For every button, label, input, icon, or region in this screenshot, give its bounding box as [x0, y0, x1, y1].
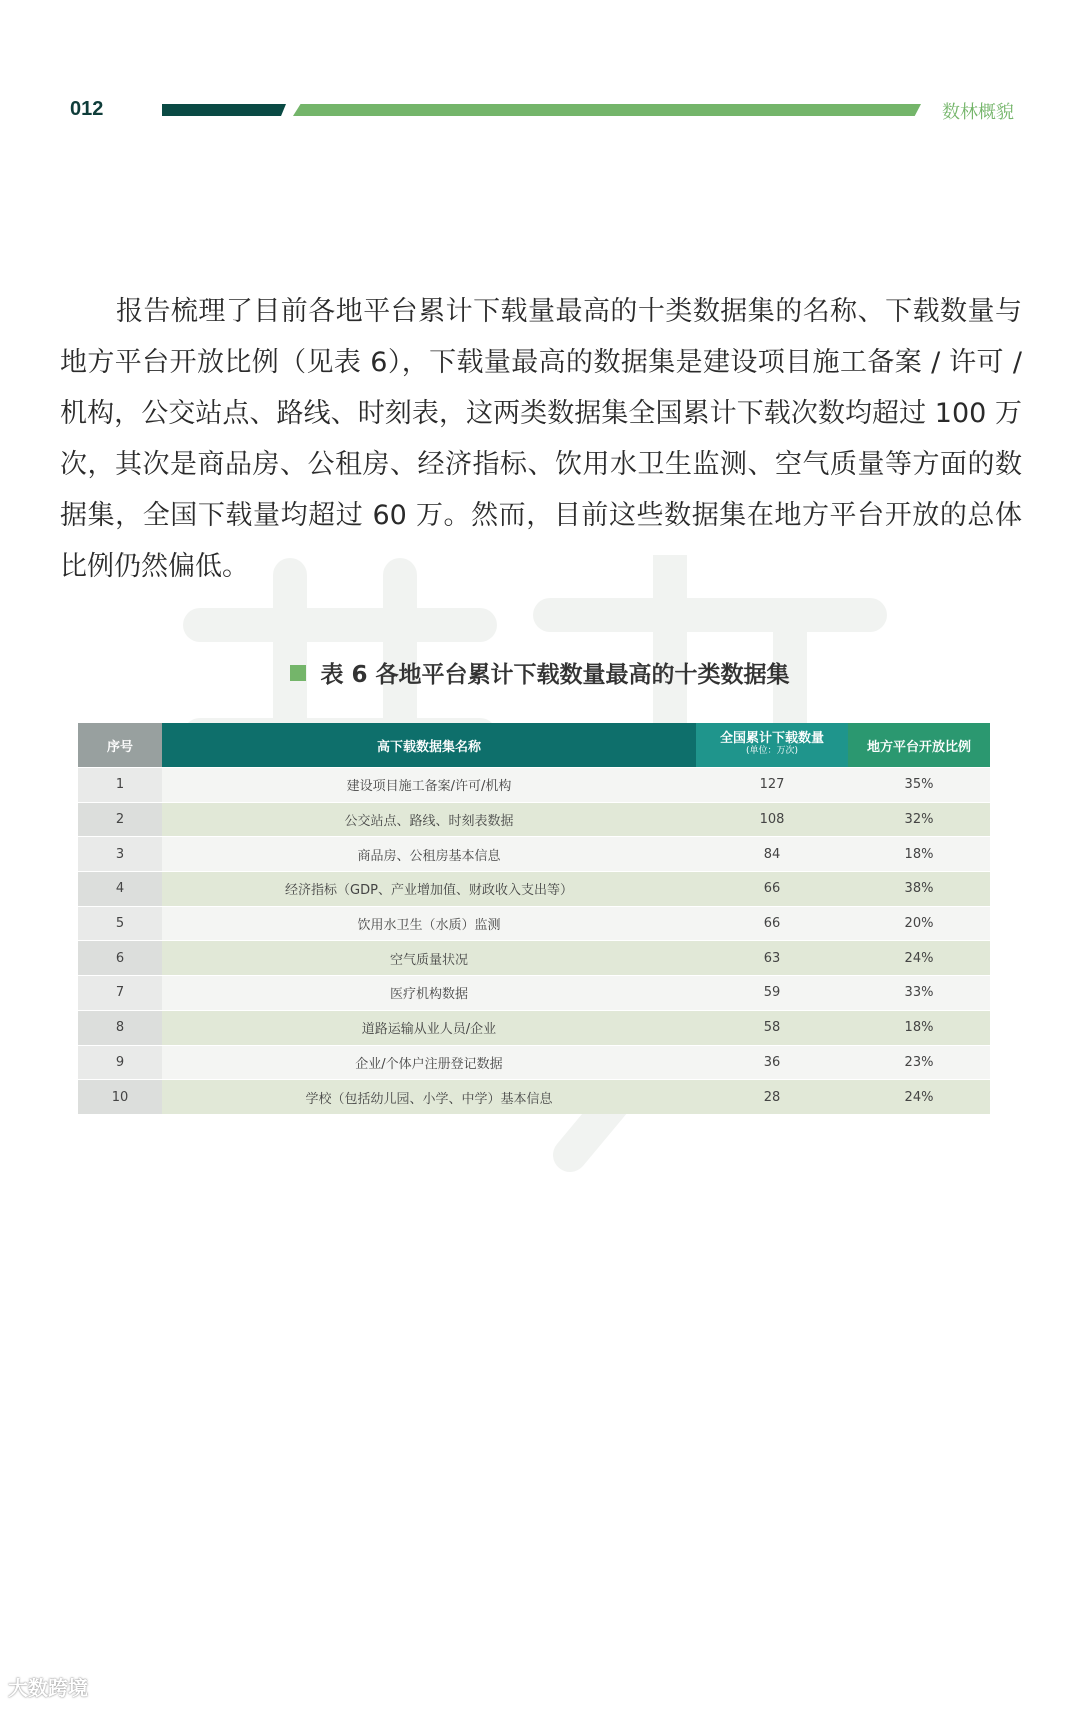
header-seq: 序号 [78, 723, 162, 768]
page-number: 012 [70, 98, 104, 120]
row-ratio: 33% [848, 976, 990, 1011]
table-row [78, 837, 990, 872]
row-count: 63 [696, 941, 848, 976]
table-title [0, 656, 1080, 689]
row-ratio: 18% [848, 1010, 990, 1045]
row-name: 饮用水卫生（水质）监测 [162, 906, 696, 941]
row-seq: 8 [78, 1010, 162, 1045]
row-name: 空气质量状况 [162, 941, 696, 976]
header-bar-dark [162, 104, 286, 116]
row-name: 企业/个体户注册登记数据 [162, 1045, 696, 1080]
table-row [78, 872, 990, 907]
row-seq: 2 [78, 802, 162, 837]
header-count-unit: (单位：万次) [745, 746, 799, 756]
row-seq: 3 [78, 837, 162, 872]
table-row [78, 1045, 990, 1080]
table-row [78, 1080, 990, 1114]
watermark-logo: 大数跨境 [8, 1676, 88, 1700]
header-count [696, 723, 848, 768]
row-count: 36 [696, 1045, 848, 1080]
row-count: 66 [696, 872, 848, 907]
row-name: 道路运输从业人员/企业 [162, 1010, 696, 1045]
row-name: 经济指标（GDP、产业增加值、财政收入支出等） [162, 872, 696, 907]
row-ratio: 18% [848, 837, 990, 872]
header-name: 高下载数据集名称 [162, 723, 696, 768]
table-title-text: 表 6 各地平台累计下载数量最高的十类数据集 [320, 662, 790, 688]
row-count: 84 [696, 837, 848, 872]
table-row [78, 976, 990, 1011]
table-row [78, 941, 990, 976]
row-count: 66 [696, 906, 848, 941]
row-name: 商品房、公租房基本信息 [162, 837, 696, 872]
row-seq: 9 [78, 1045, 162, 1080]
row-count: 59 [696, 976, 848, 1011]
row-seq: 7 [78, 976, 162, 1011]
row-seq: 4 [78, 872, 162, 907]
table-row [78, 768, 990, 803]
dataset-table [78, 723, 990, 1114]
row-ratio: 20% [848, 906, 990, 941]
row-ratio: 32% [848, 802, 990, 837]
table-row [78, 802, 990, 837]
row-ratio: 24% [848, 941, 990, 976]
row-seq: 10 [78, 1080, 162, 1114]
body-paragraph [60, 286, 1022, 592]
row-ratio: 23% [848, 1045, 990, 1080]
row-seq: 5 [78, 906, 162, 941]
row-count: 127 [696, 768, 848, 803]
paragraph-text: 报告梳理了目前各地平台累计下载量最高的十类数据集的名称、下载数量与地方平台开放比例（见表 6），下载量最高的数据集是建设项目施工备案 / 许可 / 机构，公交站点、路线、时刻表，这两类数据集全国累计下载次数均超过 100 万次，其次是商品房、公租房、经济指标、饮用水卫生监测、空气质量等方面的数据集，全国下载量均超过 60 万。然而，目前这些数据集在地方平台开放的总体比例仍然偏低。 [60, 296, 1022, 582]
row-ratio: 35% [848, 768, 990, 803]
row-count: 28 [696, 1080, 848, 1114]
row-ratio: 24% [848, 1080, 990, 1114]
row-seq: 6 [78, 941, 162, 976]
row-name: 学校（包括幼儿园、小学、中学）基本信息 [162, 1080, 696, 1114]
green-square-icon [290, 665, 306, 681]
row-count: 58 [696, 1010, 848, 1045]
table-header-row [78, 723, 990, 768]
row-name: 公交站点、路线、时刻表数据 [162, 802, 696, 837]
table-row [78, 1010, 990, 1045]
row-seq: 1 [78, 768, 162, 803]
header-bar-green [293, 104, 921, 116]
section-title: 数林概貌 [942, 102, 1014, 123]
header-count-label: 全国累计下载数量 [719, 731, 824, 746]
table-row [78, 906, 990, 941]
row-name: 建设项目施工备案/许可/机构 [162, 768, 696, 803]
header-ratio: 地方平台开放比例 [848, 723, 990, 768]
row-ratio: 38% [848, 872, 990, 907]
row-name: 医疗机构数据 [162, 976, 696, 1011]
row-count: 108 [696, 802, 848, 837]
